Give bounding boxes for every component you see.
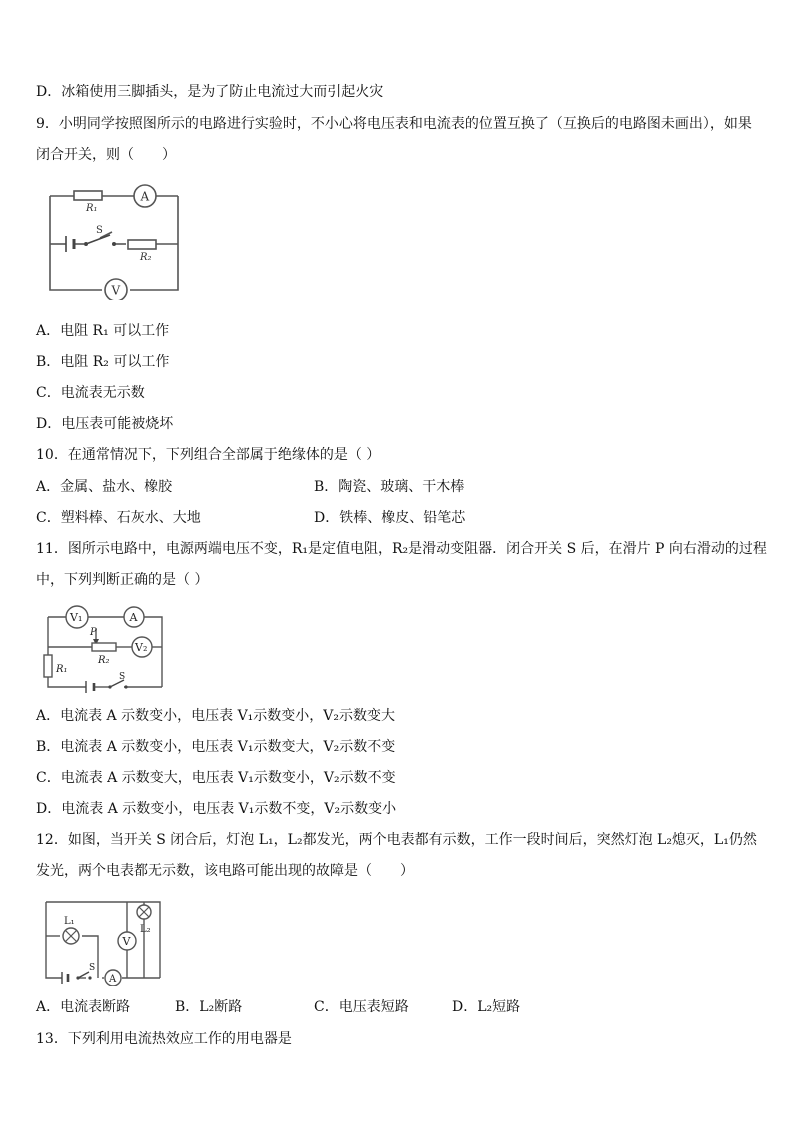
q9-r2-resistor — [128, 240, 156, 249]
q12-stem-line1: 12．如图，当开关 S 闭合后，灯泡 L₁，L₂都发光，两个电表都有示数，工作一段时间后，突然灯泡 L₂熄灭，L₁仍然 — [36, 832, 757, 848]
q10-option-b: B．陶瓷、玻璃、干木棒 — [314, 479, 465, 495]
q12-circuit-diagram — [40, 892, 170, 986]
q11-option-d: D．电流表 A 示数变小，电压表 V₁示数不变，V₂示数变小 — [36, 801, 397, 817]
q12-option-b: B．L₂断路 — [175, 999, 243, 1015]
q10-stem: 10．在通常情况下，下列组合全部属于绝缘体的是（ ） — [36, 447, 381, 463]
q11-option-b: B．电流表 A 示数变小，电压表 V₁示数变大，V₂示数不变 — [36, 739, 396, 755]
q9-option-a: A．电阻 R₁ 可以工作 — [36, 323, 170, 339]
q11-slider-label: P — [90, 627, 97, 638]
q12-switch-label: S — [89, 963, 96, 973]
q9-option-b: B．电阻 R₂ 可以工作 — [36, 354, 170, 370]
q11-r1-label: R₁ — [56, 664, 68, 675]
q11-ammeter-label: A — [129, 611, 138, 624]
q11-battery — [86, 681, 94, 693]
q12-option-c: C．电压表短路 — [314, 999, 409, 1015]
q9-voltmeter-label: V — [111, 283, 121, 298]
q12-l2-label: L₂ — [140, 924, 151, 935]
q9-battery — [66, 236, 74, 252]
q8-option-d: D．冰箱使用三脚插头，是为了防止电流过大而引起火灾 — [36, 84, 384, 100]
q11-option-c: C．电流表 A 示数变大，电压表 V₁示数变小，V₂示数不变 — [36, 770, 396, 786]
q11-r1-resistor — [44, 655, 52, 677]
q11-switch-label: S — [119, 672, 126, 682]
q10-option-d: D．铁棒、橡皮、铅笔芯 — [314, 510, 466, 526]
q9-option-c: C．电流表无示数 — [36, 385, 145, 401]
q11-option-a: A．电流表 A 示数变小，电压表 V₁示数变小，V₂示数变大 — [36, 708, 396, 724]
q9-circuit-diagram — [44, 178, 184, 300]
q12-lamp-l2 — [137, 905, 151, 919]
q9-stem-line2: 闭合开关，则（ ） — [36, 147, 176, 163]
q9-ammeter-label: A — [140, 189, 150, 204]
q13-stem: 13．下列利用电流热效应工作的用电器是 — [36, 1031, 292, 1047]
q9-option-d: D．电压表可能被烧坏 — [36, 416, 174, 432]
q11-v2-label: V₂ — [135, 641, 148, 654]
q9-r1-label: R₁ — [86, 203, 98, 214]
q10-option-c: C．塑料棒、石灰水、大地 — [36, 510, 201, 526]
q11-r2-label: R₂ — [98, 655, 110, 666]
q11-stem-line2: 中，下列判断正确的是（ ） — [36, 572, 209, 588]
q12-voltmeter-label: V — [122, 935, 131, 948]
q12-battery — [62, 972, 68, 984]
q12-lamp-l1 — [63, 928, 79, 944]
q12-stem-line2: 发光，两个电表都无示数，该电路可能出现的故障是（ ） — [36, 863, 414, 879]
q9-r2-label: R₂ — [140, 252, 152, 263]
q11-v1-label: V₁ — [70, 611, 83, 624]
q11-stem-line1: 11．图所示电路中，电源两端电压不变，R₁是定值电阻，R₂是滑动变阻器．闭合开关 S 后，在滑片 P 向右滑动的过程 — [36, 541, 767, 557]
q12-option-d: D．L₂短路 — [452, 999, 521, 1015]
q12-ammeter-label: A — [109, 974, 117, 985]
q10-option-a: A．金属、盐水、橡胶 — [36, 479, 173, 495]
q9-stem-line1: 9．小明同学按照图所示的电路进行实验时，不小心将电压表和电流表的位置互换了（互换后的电路图未画出），如果 — [36, 116, 752, 132]
q12-l1-label: L₁ — [64, 916, 75, 927]
q9-switch — [84, 235, 116, 246]
q11-circuit-diagram — [40, 601, 170, 693]
q9-switch-label: S — [96, 225, 103, 236]
q12-option-a: A．电流表断路 — [36, 999, 131, 1015]
q11-r2-rheostat — [92, 643, 116, 651]
q9-r1-resistor — [74, 191, 102, 200]
